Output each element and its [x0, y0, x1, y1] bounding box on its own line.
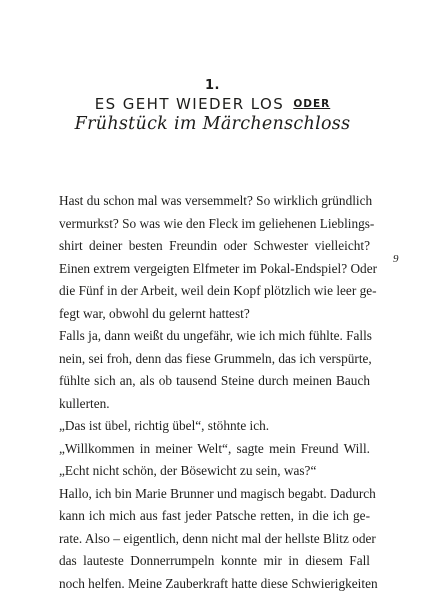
- chapter-title-main: ES GEHT WIEDER LOS: [94, 95, 285, 113]
- body-line: fegt war, obwohl du gelernt hattest?: [59, 305, 250, 321]
- chapter-title: [0, 95, 425, 113]
- body-line: Einen extrem vergeigten Elfmeter im Pokal-Endspiel? Oder: [59, 260, 378, 276]
- body-line: fühlte sich an, als ob tausend Steine durch meinen Bauch: [59, 373, 370, 388]
- page-number: 9: [393, 253, 399, 265]
- body-line: Hallo, ich bin Marie Brunner und magisch begabt. Dadurch: [59, 485, 376, 501]
- body-line: nein, sei froh, denn das fiese Grummeln, das ich verspürte,: [59, 350, 372, 366]
- body-line: rate. Also – eigentlich, denn nicht mal der hellste Blitz oder: [59, 530, 376, 546]
- body-text: [59, 190, 378, 595]
- chapter-title-connector: ODER: [293, 98, 331, 110]
- body-line: „Willkommen in meiner Welt“, sagte mein Freund Will.: [59, 440, 370, 456]
- chapter-number: 1.: [205, 78, 220, 93]
- body-line: das lauteste Donnerrumpeln konnte mir in diesem Fall: [59, 553, 370, 568]
- body-line: kann ich mich aus fast jeder Patsche retten, in die ich ge-: [59, 508, 370, 523]
- body-line: vermurkst? So was wie den Fleck im geliehenen Lieblings-: [59, 215, 375, 231]
- body-line: noch helfen. Meine Zauberkraft hatte diese Schwierigkeiten: [59, 575, 378, 591]
- body-line: „Das ist übel, richtig übel“, stöhnte ich.: [59, 418, 270, 433]
- chapter-subtitle: Frühstück im Märchenschloss: [74, 114, 351, 134]
- body-line: Hast du schon mal was versemmelt? So wirklich gründlich: [59, 193, 373, 208]
- body-line: die Fünf in der Arbeit, weil dein Kopf plötzlich wie leer ge-: [59, 283, 377, 298]
- body-line: „Echt nicht schön, der Bösewicht zu sein, was?“: [59, 463, 317, 478]
- body-line: Falls ja, dann weißt du ungefähr, wie ich mich fühlte. Falls: [59, 328, 372, 343]
- body-line: shirt deiner besten Freundin oder Schwester vielleicht?: [59, 238, 370, 253]
- body-line: kullerten.: [59, 395, 110, 411]
